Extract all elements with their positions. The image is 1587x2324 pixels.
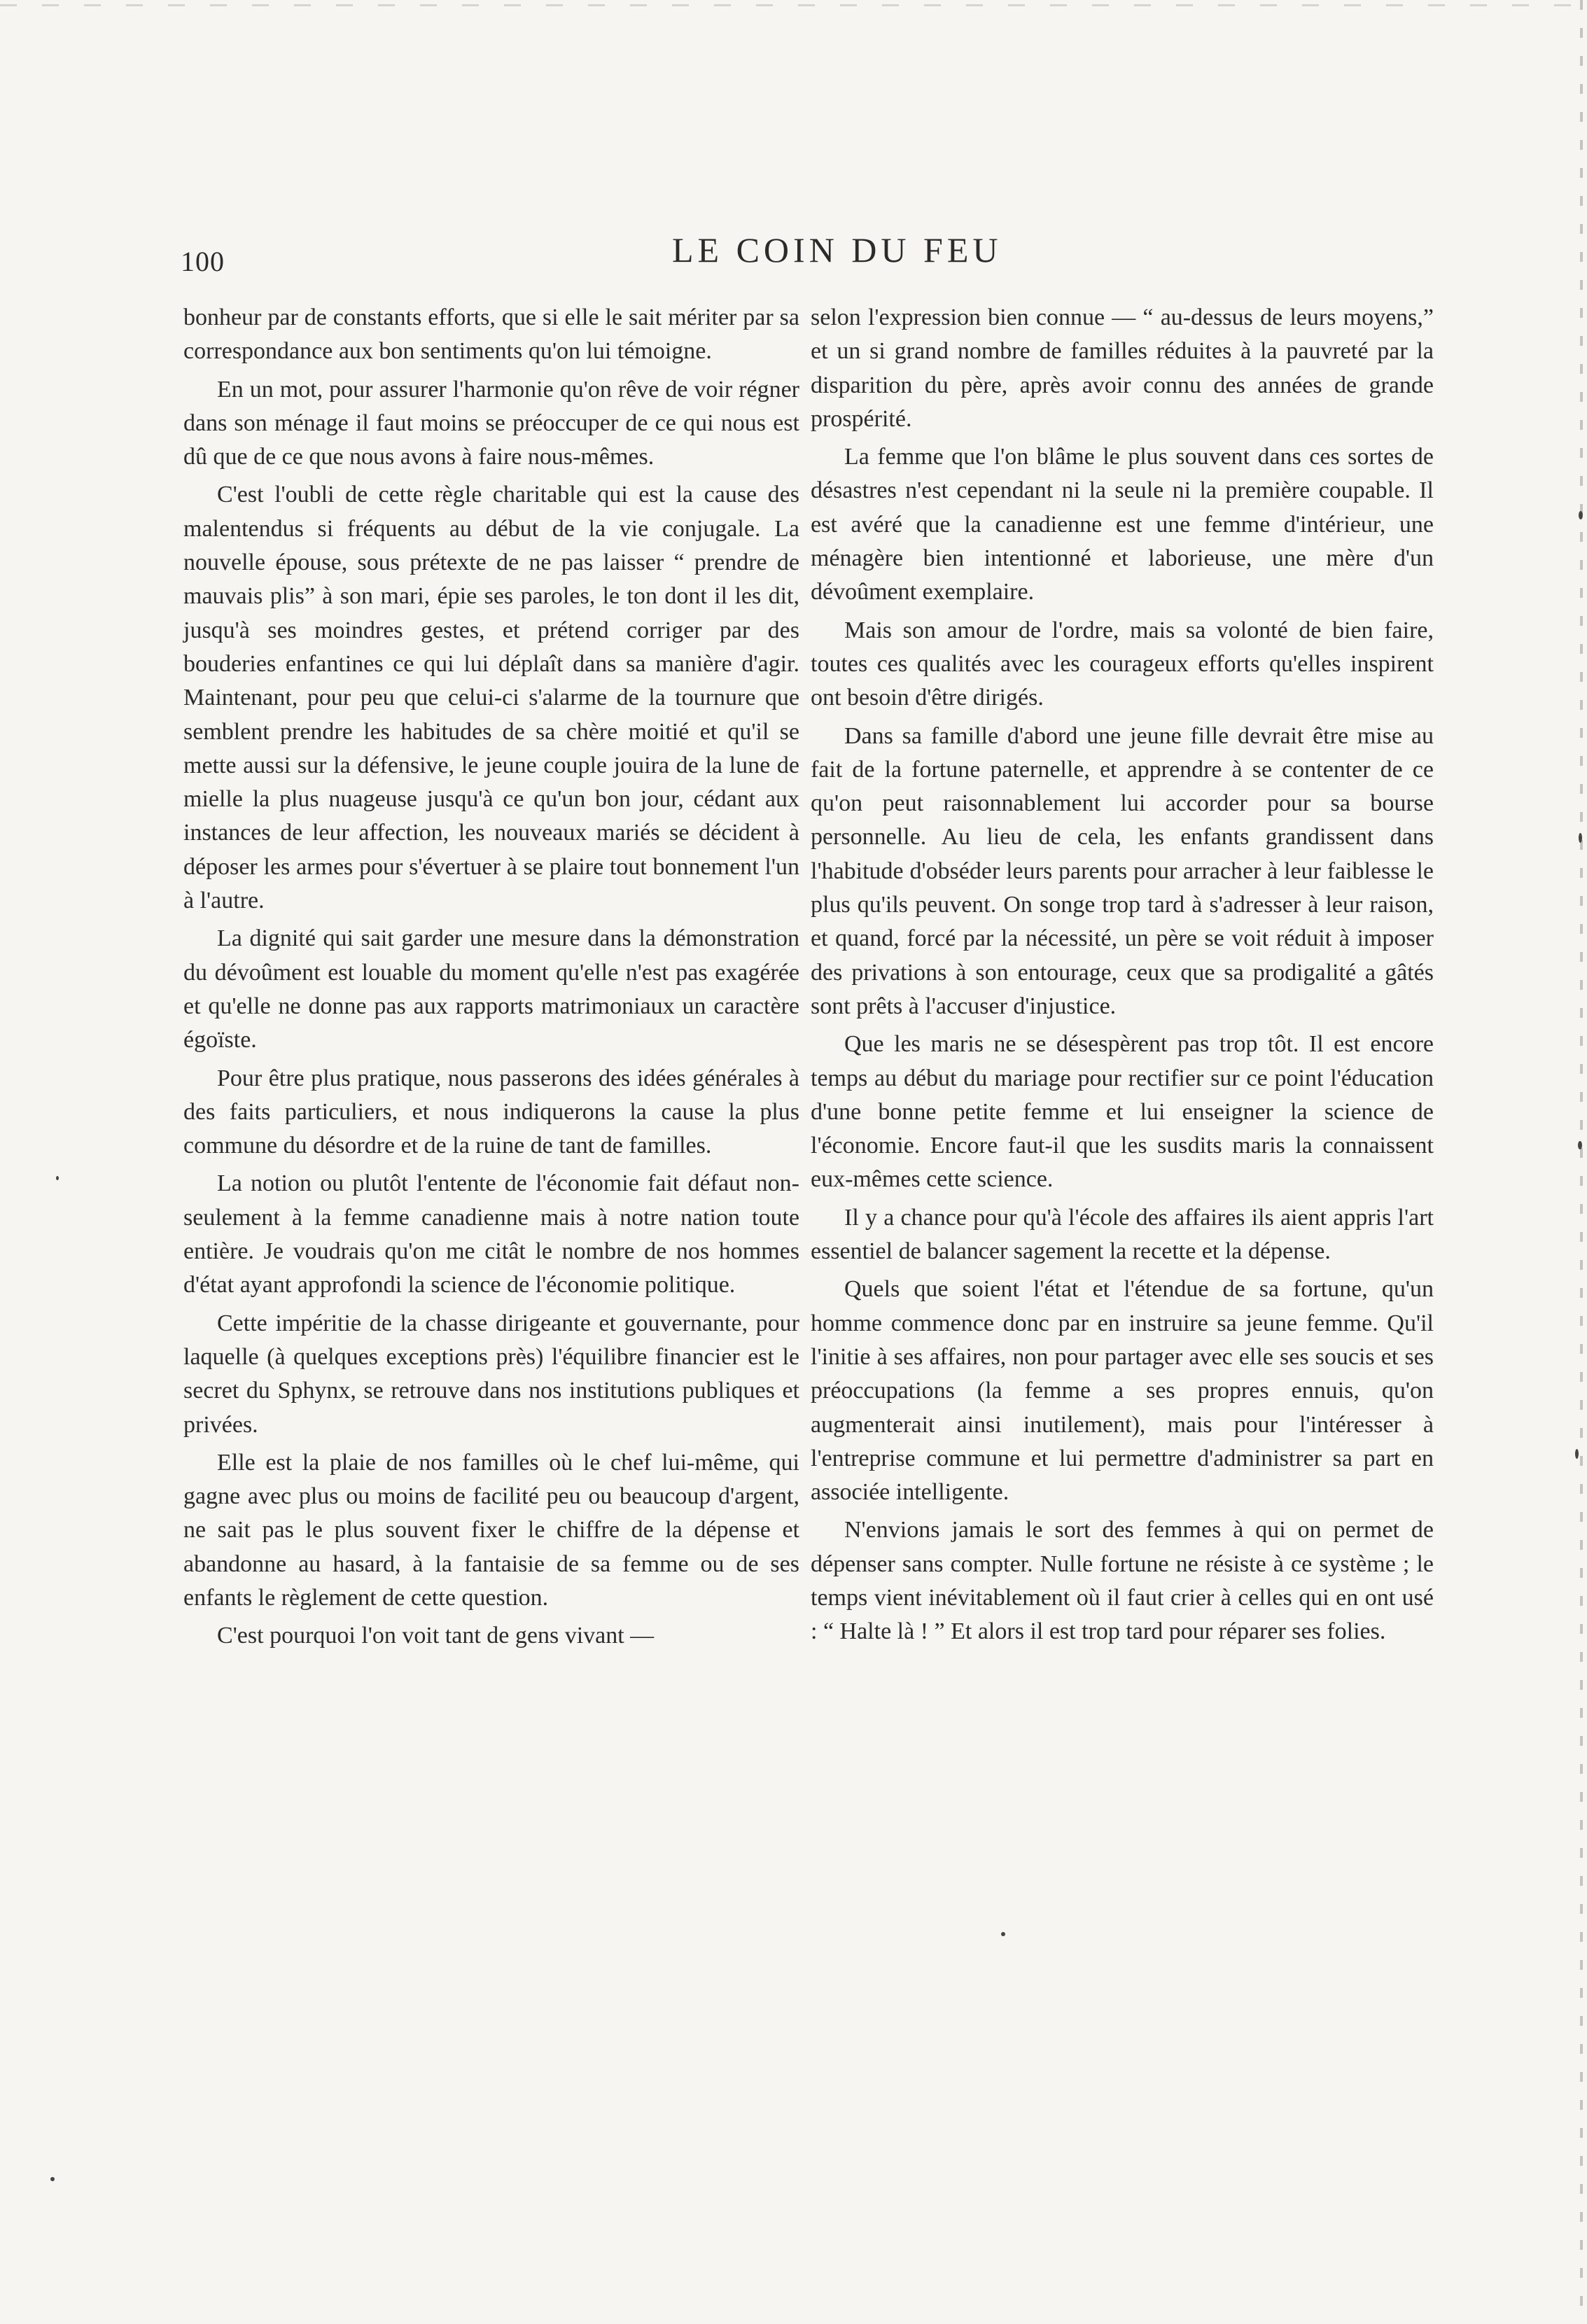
paragraph: C'est l'oubli de cette règle charitable qui est la cause des malentendus si fréquents au début de la vie conjugale. La nouvelle épouse, sous prétexte de ne pas laisser “ prendre de mauvais plis” à son mari, épie ses paroles, le ton dont il les dit, jusqu'à ses moindres gestes, et prétend corriger par des bouderies enfantines ce qui lui déplaît dans sa manière d'agir. Maintenant, pour peu que celui-ci s'alarme de la tournure que semblent prendre les habitudes de sa chère moitié et qu'il se mette aussi sur la défensive, le jeune couple jouira de la lune de mielle la plus nuageuse jusqu'à ce qu'un bon jour, cédant aux instances de leur affection, les nouveaux mariés se décident à déposer les armes pour s'évertuer à se plaire tout bonnement l'un à l'autre. xyxy=(183,482,799,914)
paragraph: En un mot, pour assurer l'harmonie qu'on rêve de voir régner dans son ménage il faut moins se préoccuper de ce qui nous est dû que de ce que nous avons à faire nous-mêmes. xyxy=(183,376,799,470)
scan-speck xyxy=(1001,1932,1005,1936)
paragraph: C'est pourquoi l'on voit tant de gens vivant — xyxy=(217,1623,655,1649)
paragraph: Mais son amour de l'ordre, mais sa volonté de bien faire, toutes ces qualités avec les courageux efforts qu'elles inspirent ont besoin d'être dirigés. xyxy=(811,617,1434,711)
paragraph: Cette impéritie de la chasse dirigeante et gouvernante, pour laquelle (à quelques exceptions près) l'équilibre financier est le secret du Sphynx, se retrouve dans nos institutions publiques et privées. xyxy=(183,1310,799,1438)
page-number: 100 xyxy=(181,246,225,277)
scan-speck xyxy=(1579,833,1582,843)
scan-speck xyxy=(50,2177,55,2181)
paragraph: La notion ou plutôt l'entente de l'économie fait défaut non-seulement à la femme canadienne mais à notre nation toute entière. Je voudrais qu'on me citât le nombre de nos hommes d'état ayant approfondi la science de l'économie politique. xyxy=(183,1170,799,1298)
scan-speck xyxy=(1575,1449,1579,1459)
scan-edge-top xyxy=(0,4,1587,6)
right-column xyxy=(811,301,1434,1653)
paragraph: Dans sa famille d'abord une jeune fille devrait être mise au fait de la fortune paternelle, et apprendre à se contenter de ce qu'on peut raisonnablement lui accorder pour sa bourse personnelle. Au lieu de cela, les enfants grandissent dans l'habitude d'obséder leurs parents pour arracher à leur faiblesse le plus qu'ils peuvent. On songe trop tard à s'adresser à leur raison, et quand, forcé par la nécessité, un père se voit réduit à imposer des privations à son entourage, ceux que sa prodigalité a gâtés sont prêts à l'accuser d'injustice. xyxy=(811,722,1434,1019)
scan-speck xyxy=(56,1176,59,1180)
running-title: LE COIN DU FEU xyxy=(672,230,1002,270)
left-column xyxy=(183,301,799,1658)
paragraph: Que les maris ne se désespèrent pas trop tôt. Il est encore temps au début du mariage pour rectifier sur ce point l'éducation d'une bonne petite femme et lui enseigner la science de l'économie. Encore faut-il que les susdits maris la connaissent eux-mêmes cette science. xyxy=(811,1031,1434,1193)
paragraph: bonheur par de constants efforts, que si elle le sait mériter par sa correspondance aux bon sentiments qu'on lui témoigne. xyxy=(183,304,799,365)
paragraph: Il y a chance pour qu'à l'école des affaires ils aient appris l'art essentiel de balancer sagement la recette et la dépense. xyxy=(811,1204,1434,1265)
paragraph: Pour être plus pratique, nous passerons des idées générales à des faits particuliers, et nous indiquerons la cause la plus commune du désordre et de la ruine de tant de familles. xyxy=(183,1065,799,1159)
scan-edge-right xyxy=(1580,0,1583,2324)
paragraph: Quels que soient l'état et l'étendue de sa fortune, qu'un homme commence donc par en instruire sa jeune femme. Qu'il l'initie à ses affaires, non pour partager avec elle ses soucis et ses préoccupations (la femme a ses propres ennuis, qu'on augmenterait ainsi inutilement), mais pour l'intéresser à l'entreprise commune et lui permettre d'administrer sa part en associée intelligente. xyxy=(811,1276,1434,1506)
paragraph: La femme que l'on blâme le plus souvent dans ces sortes de désastres n'est cependant ni la seule ni la première coupable. Il est avéré que la canadienne est une femme d'intérieur, une ménagère bien intentionné et laborieuse, une mère d'un dévoûment exemplaire. xyxy=(811,444,1434,606)
paragraph: La dignité qui sait garder une mesure dans la démonstration du dévoûment est louable du moment qu'elle n'est pas exagérée et qu'elle ne donne pas aux rapports matrimoniaux un caractère égoïste. xyxy=(183,925,799,1054)
paragraph: Elle est la plaie de nos familles où le chef lui-même, qui gagne avec plus ou moins de facilité peu ou beaucoup d'argent, ne sait pas le plus souvent fixer le chiffre de la dépense et abandonne au hasard, à la fantaisie de sa femme ou de ses enfants le règlement de cette question. xyxy=(183,1449,799,1611)
paragraph: N'envions jamais le sort des femmes à qui on permet de dépenser sans compter. Nulle fortune ne résiste à ce système ; le temps vient inévitablement où il faut crier à celles qui en ont usé : “ Halte là ! ” Et alors il est trop tard pour réparer ses folies. xyxy=(811,1517,1434,1645)
paragraph: selon l'expression bien connue — “ au-dessus de leurs moyens,” et un si grand nombre de familles réduites à la pauvreté par la disparition du père, après avoir connu des années de grande prospérité. xyxy=(811,304,1434,432)
scan-speck xyxy=(1579,511,1583,519)
scan-speck xyxy=(1578,1141,1582,1149)
